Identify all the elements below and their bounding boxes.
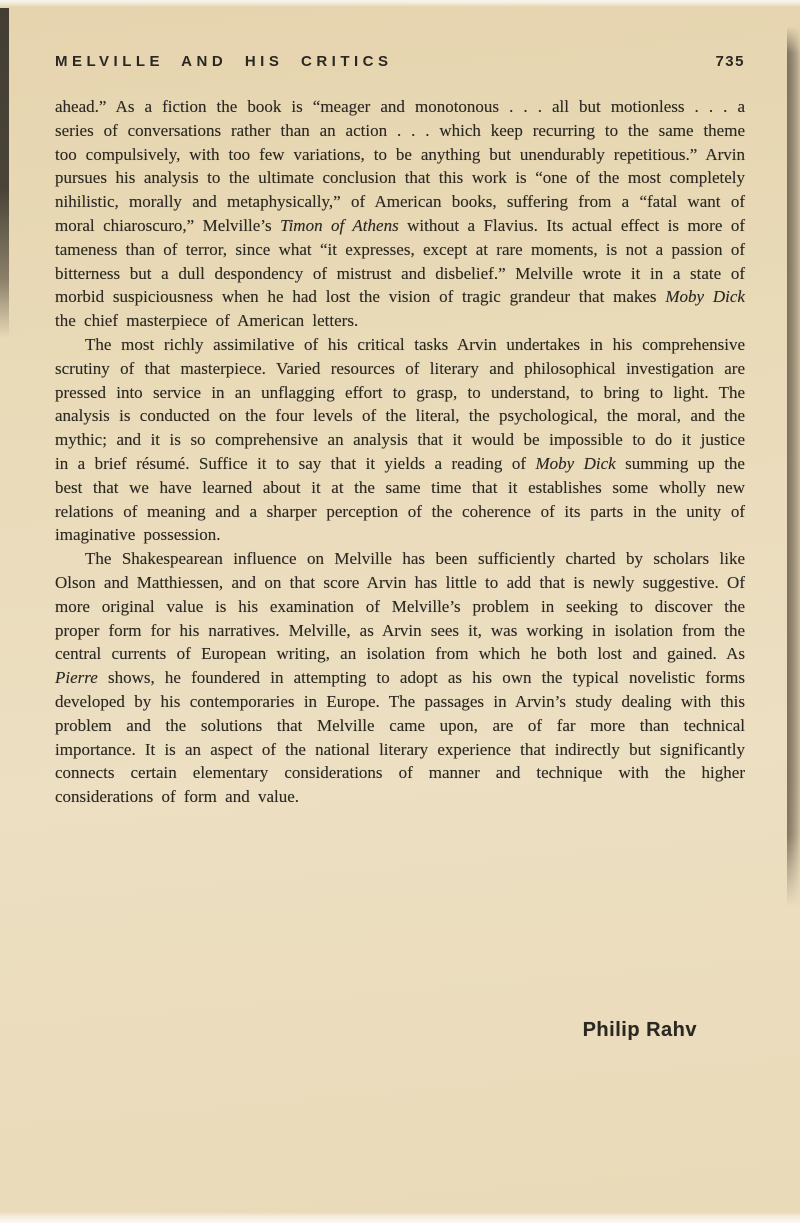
book-page-stack-edge (787, 26, 800, 906)
page-number: 735 (715, 53, 745, 70)
italic-title-text: Moby Dick (665, 287, 745, 307)
italic-title-text: Pierre (55, 668, 98, 688)
page-top-edge (0, 0, 800, 7)
paragraph-text: without a Flavius. Its actual effect is more of tameness than of terror, since what “it expresses, except at rare moments, is not a passion of bitterness but a dull despondency of mistrust and disbelief.” Melville wrote it in a state of morbid suspiciousness when he had lost the vision of tragic grandeur that makes (55, 215, 745, 307)
paragraph-text: ahead.” As a fiction the book is “meager and monotonous . . . all but motionless . . . a series of conversations rather than an action . . . which keep recurring to the same theme too compulsively, with too few variations, to be anything but unendurably repetitious.” Arvin pursues his analysis to the ultimate conclusion that this work is “one of the most completely nihilistic, morally and metaphysically,” of American books, suffering from a “fatal want of moral chiaroscuro,” Melville’s (55, 97, 745, 235)
body-text (55, 95, 745, 809)
paragraph-text: shows, he foundered in attempting to adopt as his own the typical novelistic forms developed by his contemporaries in Europe. The passages in Arvin’s study dealing with this problem and the solutions that Melville came upon, are of far more than technical importance. It is an aspect of the national literary experience that indirectly but significantly connects certain elementary considerations of manner and technique with the higher considerations of form and value. (55, 668, 745, 807)
paragraph (55, 333, 745, 547)
italic-title-text: Timon of Athens (280, 215, 399, 235)
paragraph-text: The most richly assimilative of his critical tasks Arvin undertakes in his comprehensive scrutiny of that masterpiece. Varied resources of literary and philosophical investigation are pressed into service in an unflagging effort to grasp, to understand, to bring to light. The analysis is conducted on the four levels of the literal, the psychological, the moral, and the mythic; and it is so comprehensive an analysis that it would be impossible to do it justice in a brief résumé. Suffice it to say that it yields a reading of (55, 334, 745, 473)
author-signature: Philip Rahv (582, 1019, 697, 1041)
scan-left-shadow (0, 8, 9, 338)
running-head (55, 53, 745, 70)
page-bottom-edge (0, 1212, 800, 1223)
running-head-title: MELVILLE AND HIS CRITICS (55, 53, 393, 70)
italic-title-text: Moby Dick (535, 453, 616, 473)
paragraph (55, 547, 745, 809)
paragraph-text: the chief masterpiece of American letters. (55, 311, 359, 331)
paragraph-text: The Shakespearean influence on Melville has been sufficiently charted by scholars like Olson and Matthiessen, and on that score Arvin has little to add that is newly suggestive. Of more original value is his examination of Melville’s problem in seeking to discover the proper form for his narratives. Melville, as Arvin sees it, was working in isolation from the central currents of European writing, an isolation from which he both lost and gained. As (55, 549, 745, 664)
paragraph-text: summing up the best that we have learned about it at the same time that it establishes some wholly new relations of meaning and a sharper perception of the coherence of its parts in the unity of imaginative possession. (55, 453, 745, 545)
paragraph (55, 95, 745, 333)
